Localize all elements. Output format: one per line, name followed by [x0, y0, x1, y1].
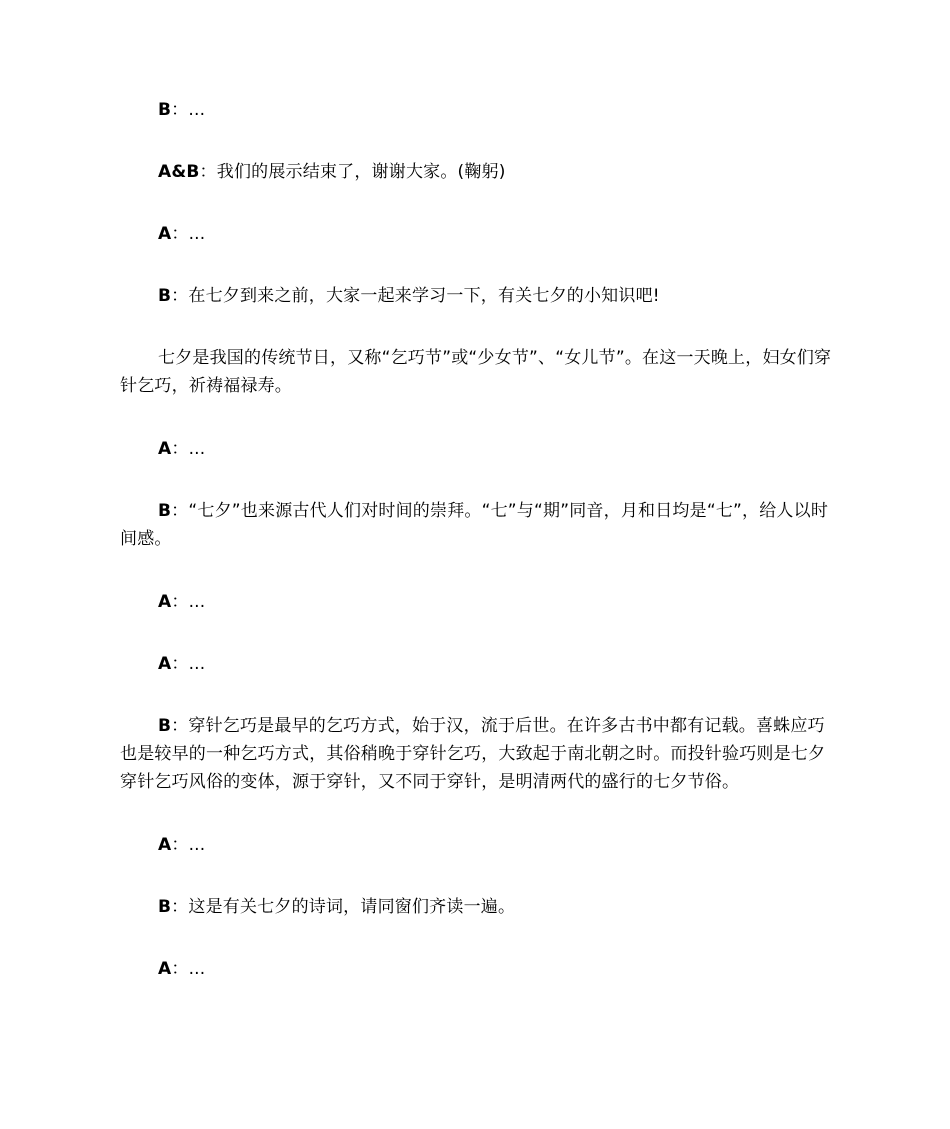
line-text: 穿针乞巧是最早的乞巧方式，始于汉，流于后世。在许多古书中都有记载。喜蛛应巧也是较早的一种乞巧方式，其俗稍晚于穿针乞巧，大致起于南北朝之时。而投针验巧则是七夕穿针乞巧风俗的变体，源于穿针，又不同于穿针，是明清两代的盛行的七夕节俗。 [120, 716, 826, 792]
dialogue-line [120, 588, 832, 616]
speaker-separator: ： [171, 501, 189, 521]
speaker-label: B [158, 897, 172, 917]
speaker-label: A [158, 224, 172, 244]
speaker-separator: ： [171, 100, 189, 120]
line-text: ... [188, 959, 206, 979]
dialogue-line [120, 282, 832, 310]
line-text: ... [188, 224, 206, 244]
speaker-separator: ： [171, 286, 189, 306]
speaker-label: A [158, 654, 172, 674]
dialogue-line [120, 497, 832, 553]
speaker-label: A&B [158, 162, 200, 182]
speaker-label: B [158, 286, 172, 306]
speaker-separator: ： [171, 835, 189, 855]
dialogue-line [120, 831, 832, 859]
speaker-label: B [158, 501, 172, 521]
speaker-separator: ： [171, 897, 189, 917]
line-text: 我们的展示结束了，谢谢大家。(鞠躬) [216, 162, 506, 182]
speaker-label: A [158, 835, 172, 855]
speaker-label: A [158, 439, 172, 459]
line-text: ... [188, 100, 206, 120]
speaker-label: A [158, 592, 172, 612]
line-text: ... [188, 835, 206, 855]
speaker-separator: ： [171, 224, 189, 244]
speaker-separator: ： [171, 439, 189, 459]
line-text: 在七夕到来之前，大家一起来学习一下，有关七夕的小知识吧! [188, 286, 660, 306]
line-text: ... [188, 592, 206, 612]
paragraph-text: 七夕是我国的传统节日，又称“乞巧节”或“少女节”、“女儿节”。在这一天晚上，妇女们穿针乞巧，祈祷福禄寿。 [120, 348, 832, 396]
dialogue-line [120, 955, 832, 983]
line-text: ... [188, 439, 206, 459]
dialogue-line [120, 650, 832, 678]
dialogue-line [120, 712, 832, 796]
narration-paragraph [120, 344, 832, 400]
speaker-separator: ： [199, 162, 217, 182]
dialogue-line [120, 220, 832, 248]
speaker-separator: ： [171, 592, 189, 612]
line-text: 这是有关七夕的诗词，请同窗们齐读一遍。 [188, 897, 516, 917]
speaker-separator: ： [171, 716, 189, 736]
speaker-separator: ： [171, 654, 189, 674]
dialogue-line [120, 158, 832, 186]
speaker-label: A [158, 959, 172, 979]
speaker-label: B [158, 716, 172, 736]
line-text: ... [188, 654, 206, 674]
speaker-label: B [158, 100, 172, 120]
dialogue-line [120, 893, 832, 921]
dialogue-line [120, 96, 832, 124]
dialogue-line [120, 435, 832, 463]
line-text: “七夕”也来源古代人们对时间的崇拜。“七”与“期”同音，月和日均是“七”，给人以时间感。 [120, 501, 829, 549]
speaker-separator: ： [171, 959, 189, 979]
